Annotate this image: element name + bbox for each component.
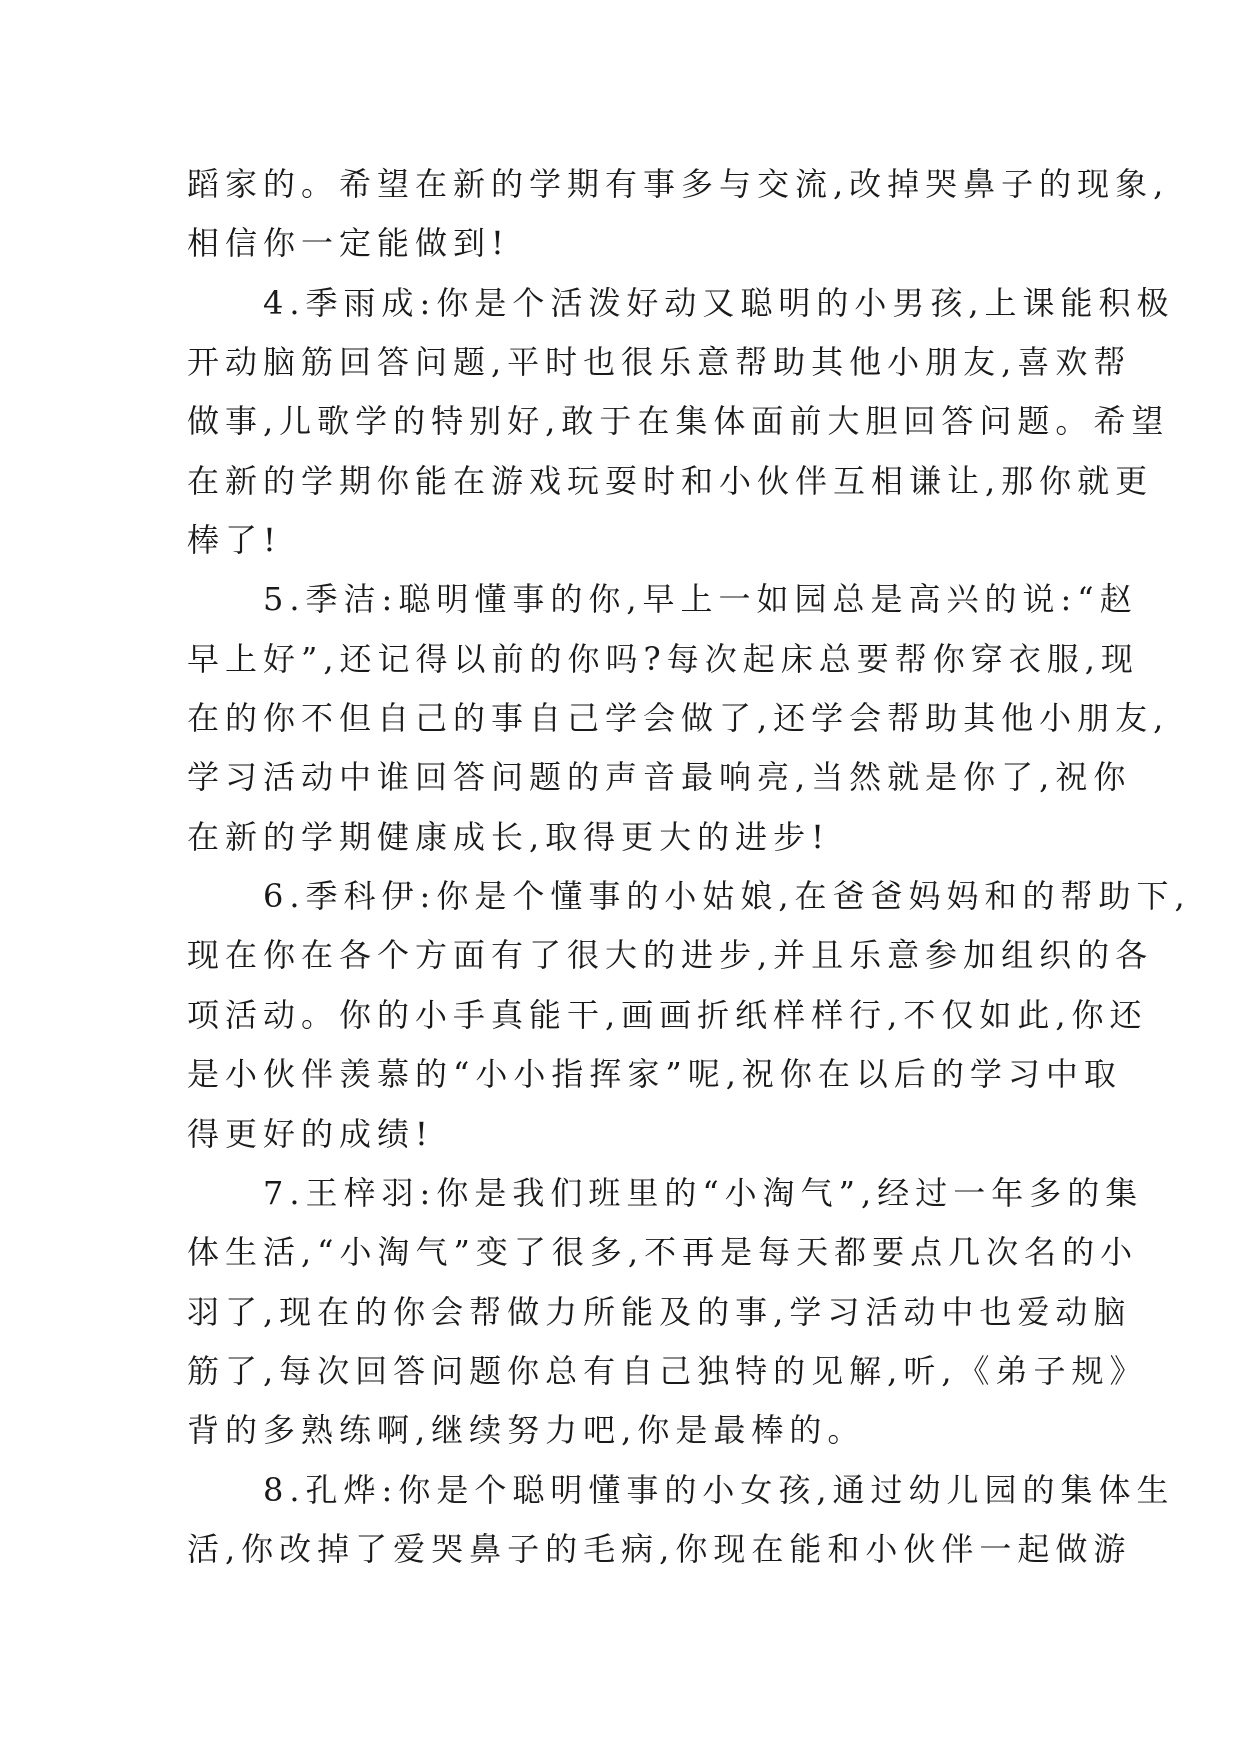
text-line: 在新的学期健康成长,取得更大的进步! bbox=[187, 817, 831, 856]
text-line: 项活动。你的小手真能干,画画折纸样样行,不仅如此,你还 bbox=[187, 995, 1148, 1034]
text-line: 羽了,现在的你会帮做力所能及的事,学习活动中也爱动脑 bbox=[187, 1292, 1132, 1331]
text-line: 背的多熟练啊,继续努力吧,你是最棒的。 bbox=[187, 1411, 866, 1450]
text-line: 在的你不但自己的事自己学会做了,还学会帮助其他小朋友, bbox=[187, 699, 1170, 738]
text-line: 早上好”,还记得以前的你吗?每次起床总要帮你穿衣服,现 bbox=[187, 639, 1139, 678]
text-line: 现在你在各个方面有了很大的进步,并且乐意参加组织的各 bbox=[187, 936, 1154, 975]
text-line: 活,你改掉了爱哭鼻子的毛病,你现在能和小伙伴一起做游 bbox=[187, 1529, 1132, 1568]
text-line: 棒了! bbox=[187, 521, 282, 560]
text-line: 蹈家的。希望在新的学期有事多与交流,改掉哭鼻子的现象, bbox=[187, 165, 1170, 203]
text-line: 做事,儿歌学的特别好,敢于在集体面前大胆回答问题。希望 bbox=[187, 402, 1170, 441]
text-line: 得更好的成绩! bbox=[187, 1114, 434, 1153]
text-line: 是小伙伴羡慕的“小小指挥家”呢,祝你在以后的学习中取 bbox=[187, 1055, 1122, 1094]
text-line: 在新的学期你能在游戏玩耍时和小伙伴互相谦让,那你就更 bbox=[187, 461, 1154, 500]
text-line: 6.季科伊:你是个懂事的小姑娘,在爸爸妈妈和的帮助下, bbox=[187, 877, 1191, 916]
text-line: 学习活动中谁回答问题的声音最响亮,当然就是你了,祝你 bbox=[187, 758, 1132, 797]
text-line: 5.季洁:聪明懂事的你,早上一如园总是高兴的说:“赵 bbox=[187, 580, 1138, 619]
text-line: 开动脑筋回答问题,平时也很乐意帮助其他小朋友,喜欢帮 bbox=[187, 343, 1132, 382]
text-line: 筋了,每次回答问题你总有自己独特的见解,听,《弟子规》 bbox=[187, 1351, 1148, 1390]
text-line: 体生活,“小淘气”变了很多,不再是每天都要点几次名的小 bbox=[187, 1233, 1139, 1272]
document-body bbox=[187, 155, 1191, 1579]
text-line: 7.王梓羽:你是我们班里的“小淘气”,经过一年多的集 bbox=[187, 1173, 1144, 1212]
text-line: 4.季雨成:你是个活泼好动又聪明的小男孩,上课能积极 bbox=[187, 283, 1175, 322]
text-line: 相信你一定能做到! bbox=[187, 224, 510, 263]
text-line: 8.孔烨:你是个聪明懂事的小女孩,通过幼儿园的集体生 bbox=[187, 1470, 1175, 1509]
